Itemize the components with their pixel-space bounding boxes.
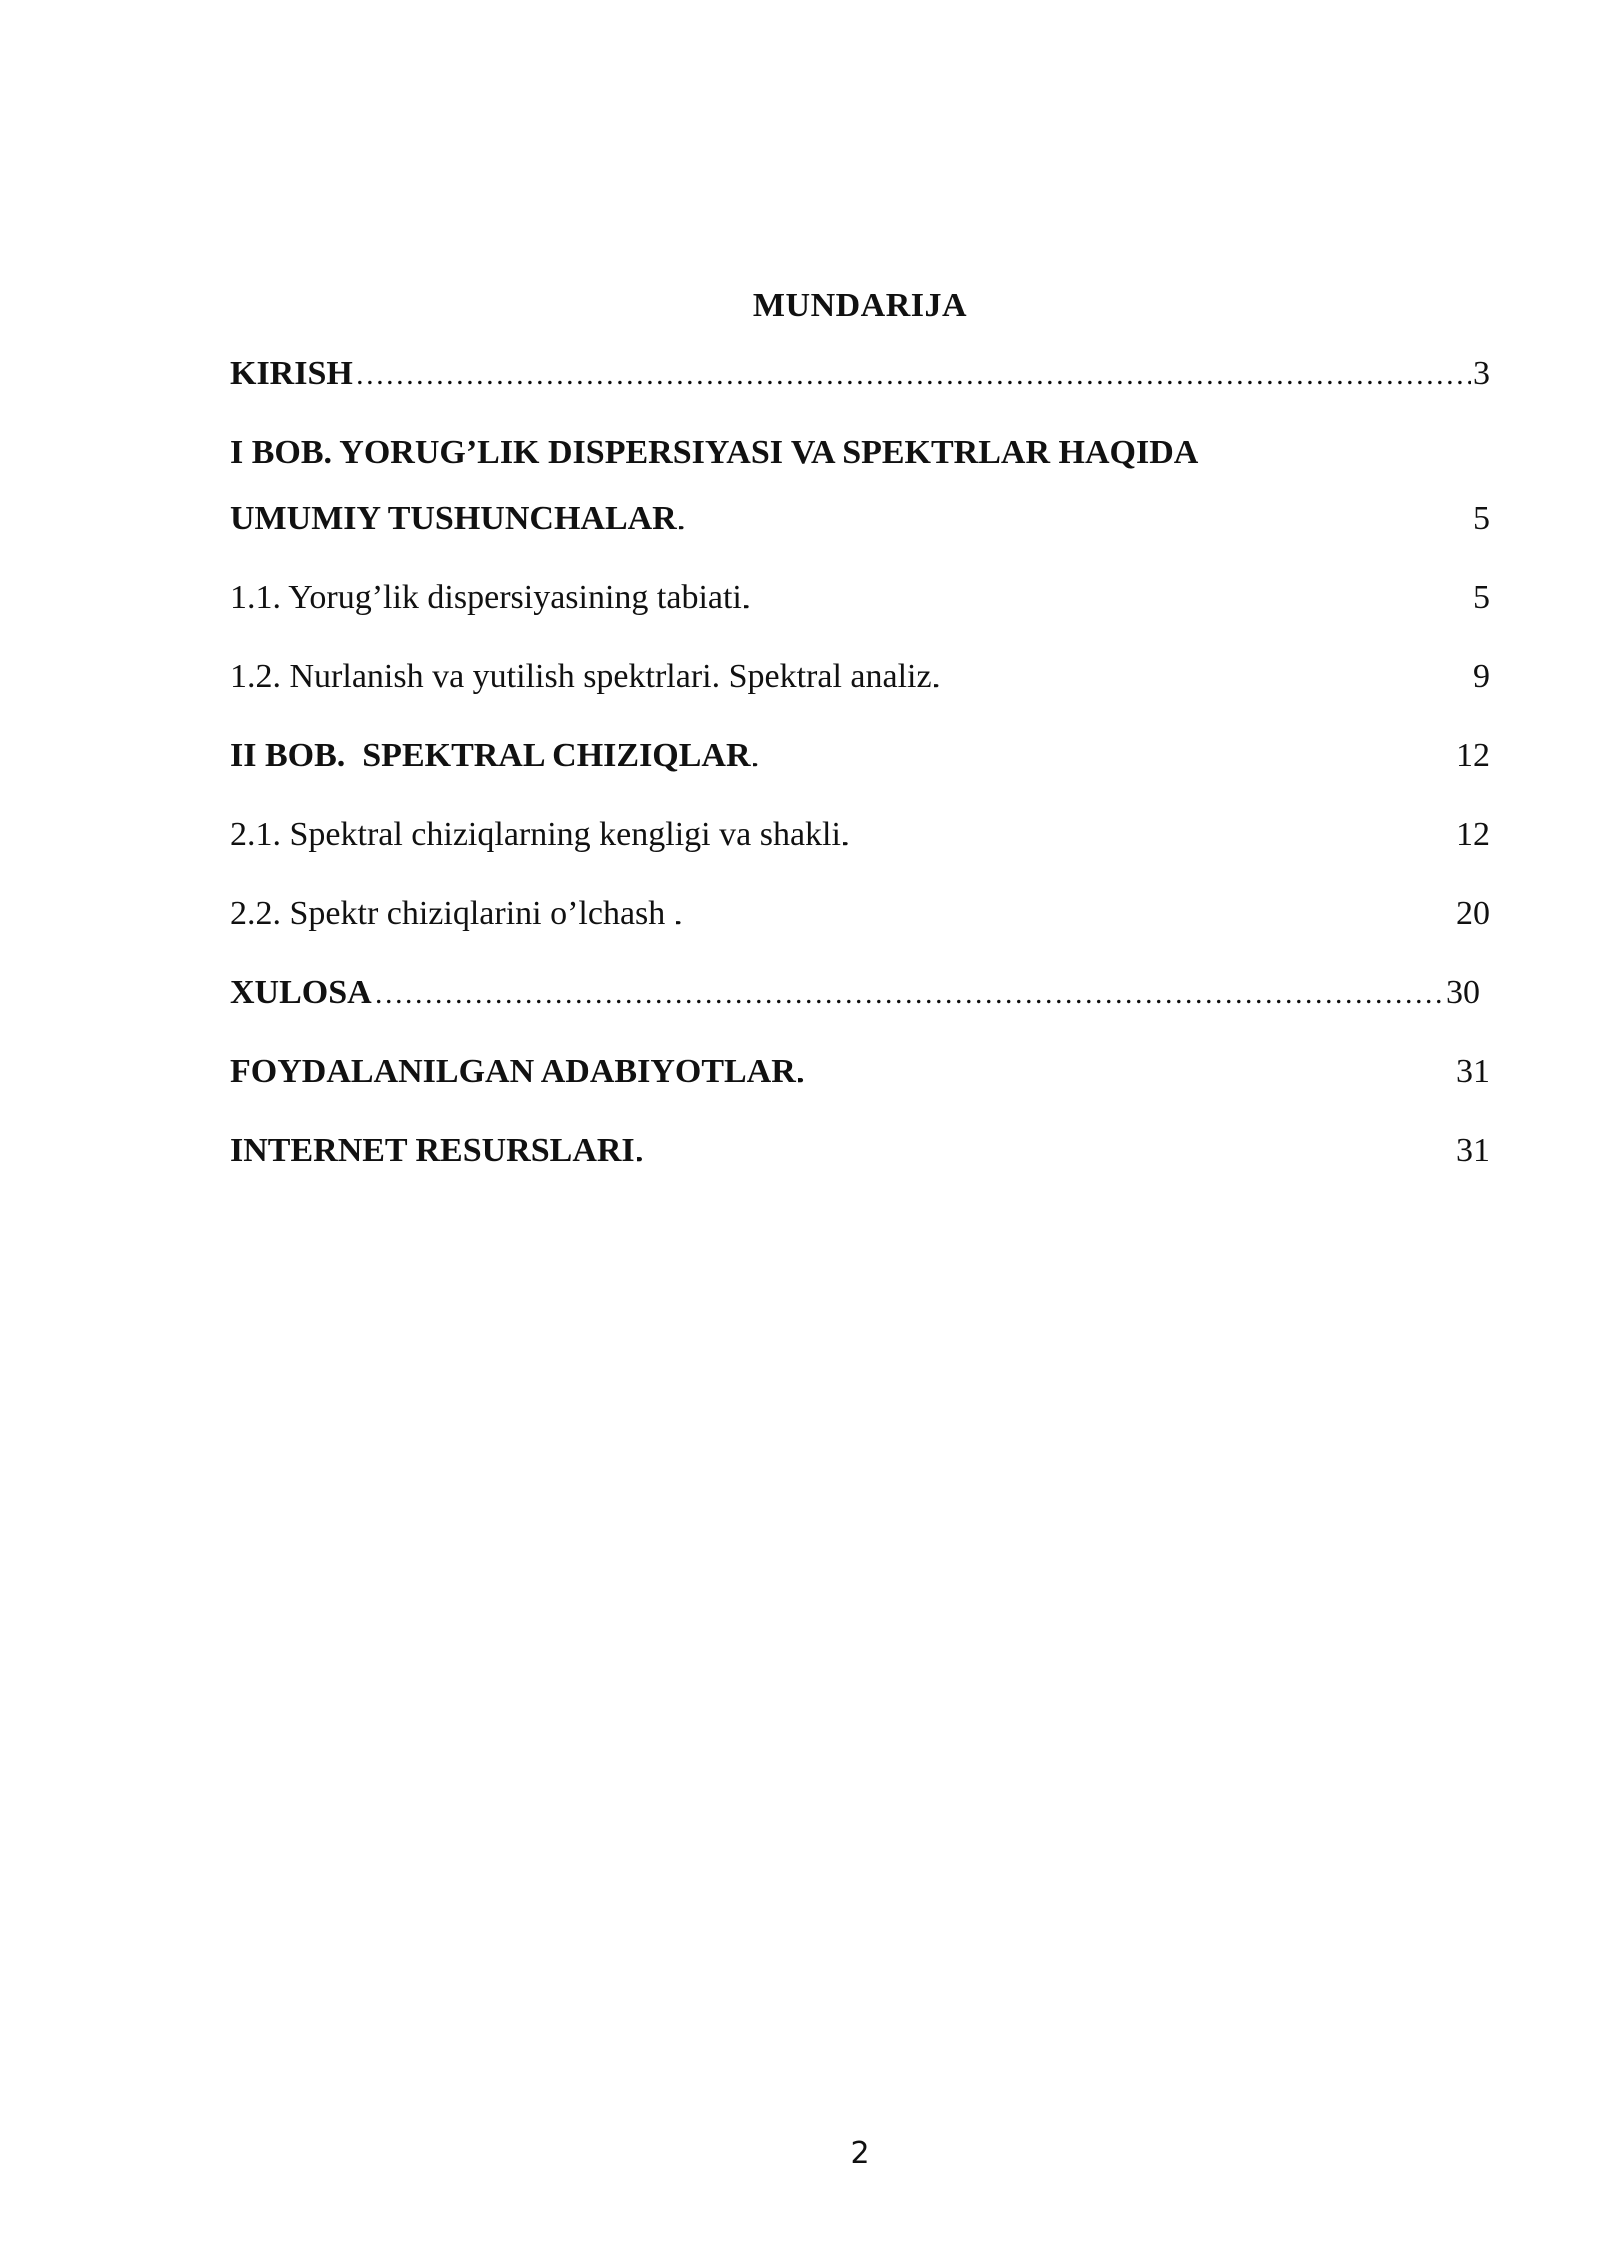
toc-entry-chapter-1[interactable] xyxy=(230,497,1490,541)
dot-leader xyxy=(374,971,1444,1016)
toc-entry-2-1[interactable] xyxy=(230,813,1490,857)
toc-entry-page: 3 xyxy=(1473,355,1490,392)
toc-entry-page: 20 xyxy=(1456,895,1490,932)
toc-entry-page: 9 xyxy=(1473,658,1490,695)
toc-entry-page: 31 xyxy=(1456,1132,1490,1169)
toc-entry-chapter-1-line1[interactable]: I BOB. YORUG’LIK DISPERSIYASI VA SPEKTRLAR HAQIDA xyxy=(230,434,1199,471)
toc-entry-1-2[interactable] xyxy=(230,655,1490,699)
toc-entry-page: 5 xyxy=(1473,579,1490,616)
toc-entry-kirish[interactable] xyxy=(230,352,1490,396)
toc-entry-label: UMUMIY TUSHUNCHALAR xyxy=(230,500,677,537)
toc-entry-page: 31 xyxy=(1456,1053,1490,1090)
dot-leader xyxy=(637,1129,1454,1175)
toc-entry-page: 30 xyxy=(1446,974,1480,1011)
toc-entry-page: 5 xyxy=(1473,500,1490,537)
toc-entry-label: 2.1. Spektral chiziqlarning kengligi va shakli xyxy=(230,816,841,853)
toc-entry-label: XULOSA xyxy=(230,974,372,1011)
table-of-contents xyxy=(230,352,1490,1173)
dot-leader xyxy=(934,655,1471,701)
toc-entry-1-1[interactable] xyxy=(230,576,1490,620)
dot-leader xyxy=(676,892,1454,938)
toc-entry-label: 1.2. Nurlanish va yutilish spektrlari. Spektral analiz xyxy=(230,658,932,695)
toc-entry-label: INTERNET RESURSLARI xyxy=(230,1132,635,1169)
toc-entry-page: 12 xyxy=(1456,816,1490,853)
toc-entry-label: FOYDALANILGAN ADABIYOTLAR xyxy=(230,1053,796,1090)
toc-title: MUNDARIJA xyxy=(752,287,968,324)
dot-leader xyxy=(798,1050,1454,1096)
toc-entry-2-2[interactable] xyxy=(230,892,1490,936)
dot-leader xyxy=(753,734,1454,780)
toc-entry-xulosa[interactable] xyxy=(230,971,1490,1015)
toc-entry-label: II BOB. SPEKTRAL CHIZIQLAR xyxy=(230,737,751,774)
toc-entry-label: 2.2. Spektr chiziqlarini o’lchash xyxy=(230,895,674,932)
toc-entry-page: 12 xyxy=(1456,737,1490,774)
dot-leader xyxy=(843,813,1454,859)
toc-entry-label: KIRISH xyxy=(230,355,353,392)
page-number: 2 xyxy=(850,2136,870,2171)
dot-leader xyxy=(744,576,1471,622)
toc-entry-foydalanilgan-adabiyotlar[interactable] xyxy=(230,1050,1490,1094)
toc-entry-label: 1.1. Yorug’lik dispersiyasining tabiati xyxy=(230,579,742,616)
toc-entry-internet-resurslari[interactable] xyxy=(230,1129,1490,1173)
toc-entry-chapter-2[interactable] xyxy=(230,734,1490,778)
dot-leader xyxy=(355,352,1471,397)
dot-leader xyxy=(679,497,1471,543)
